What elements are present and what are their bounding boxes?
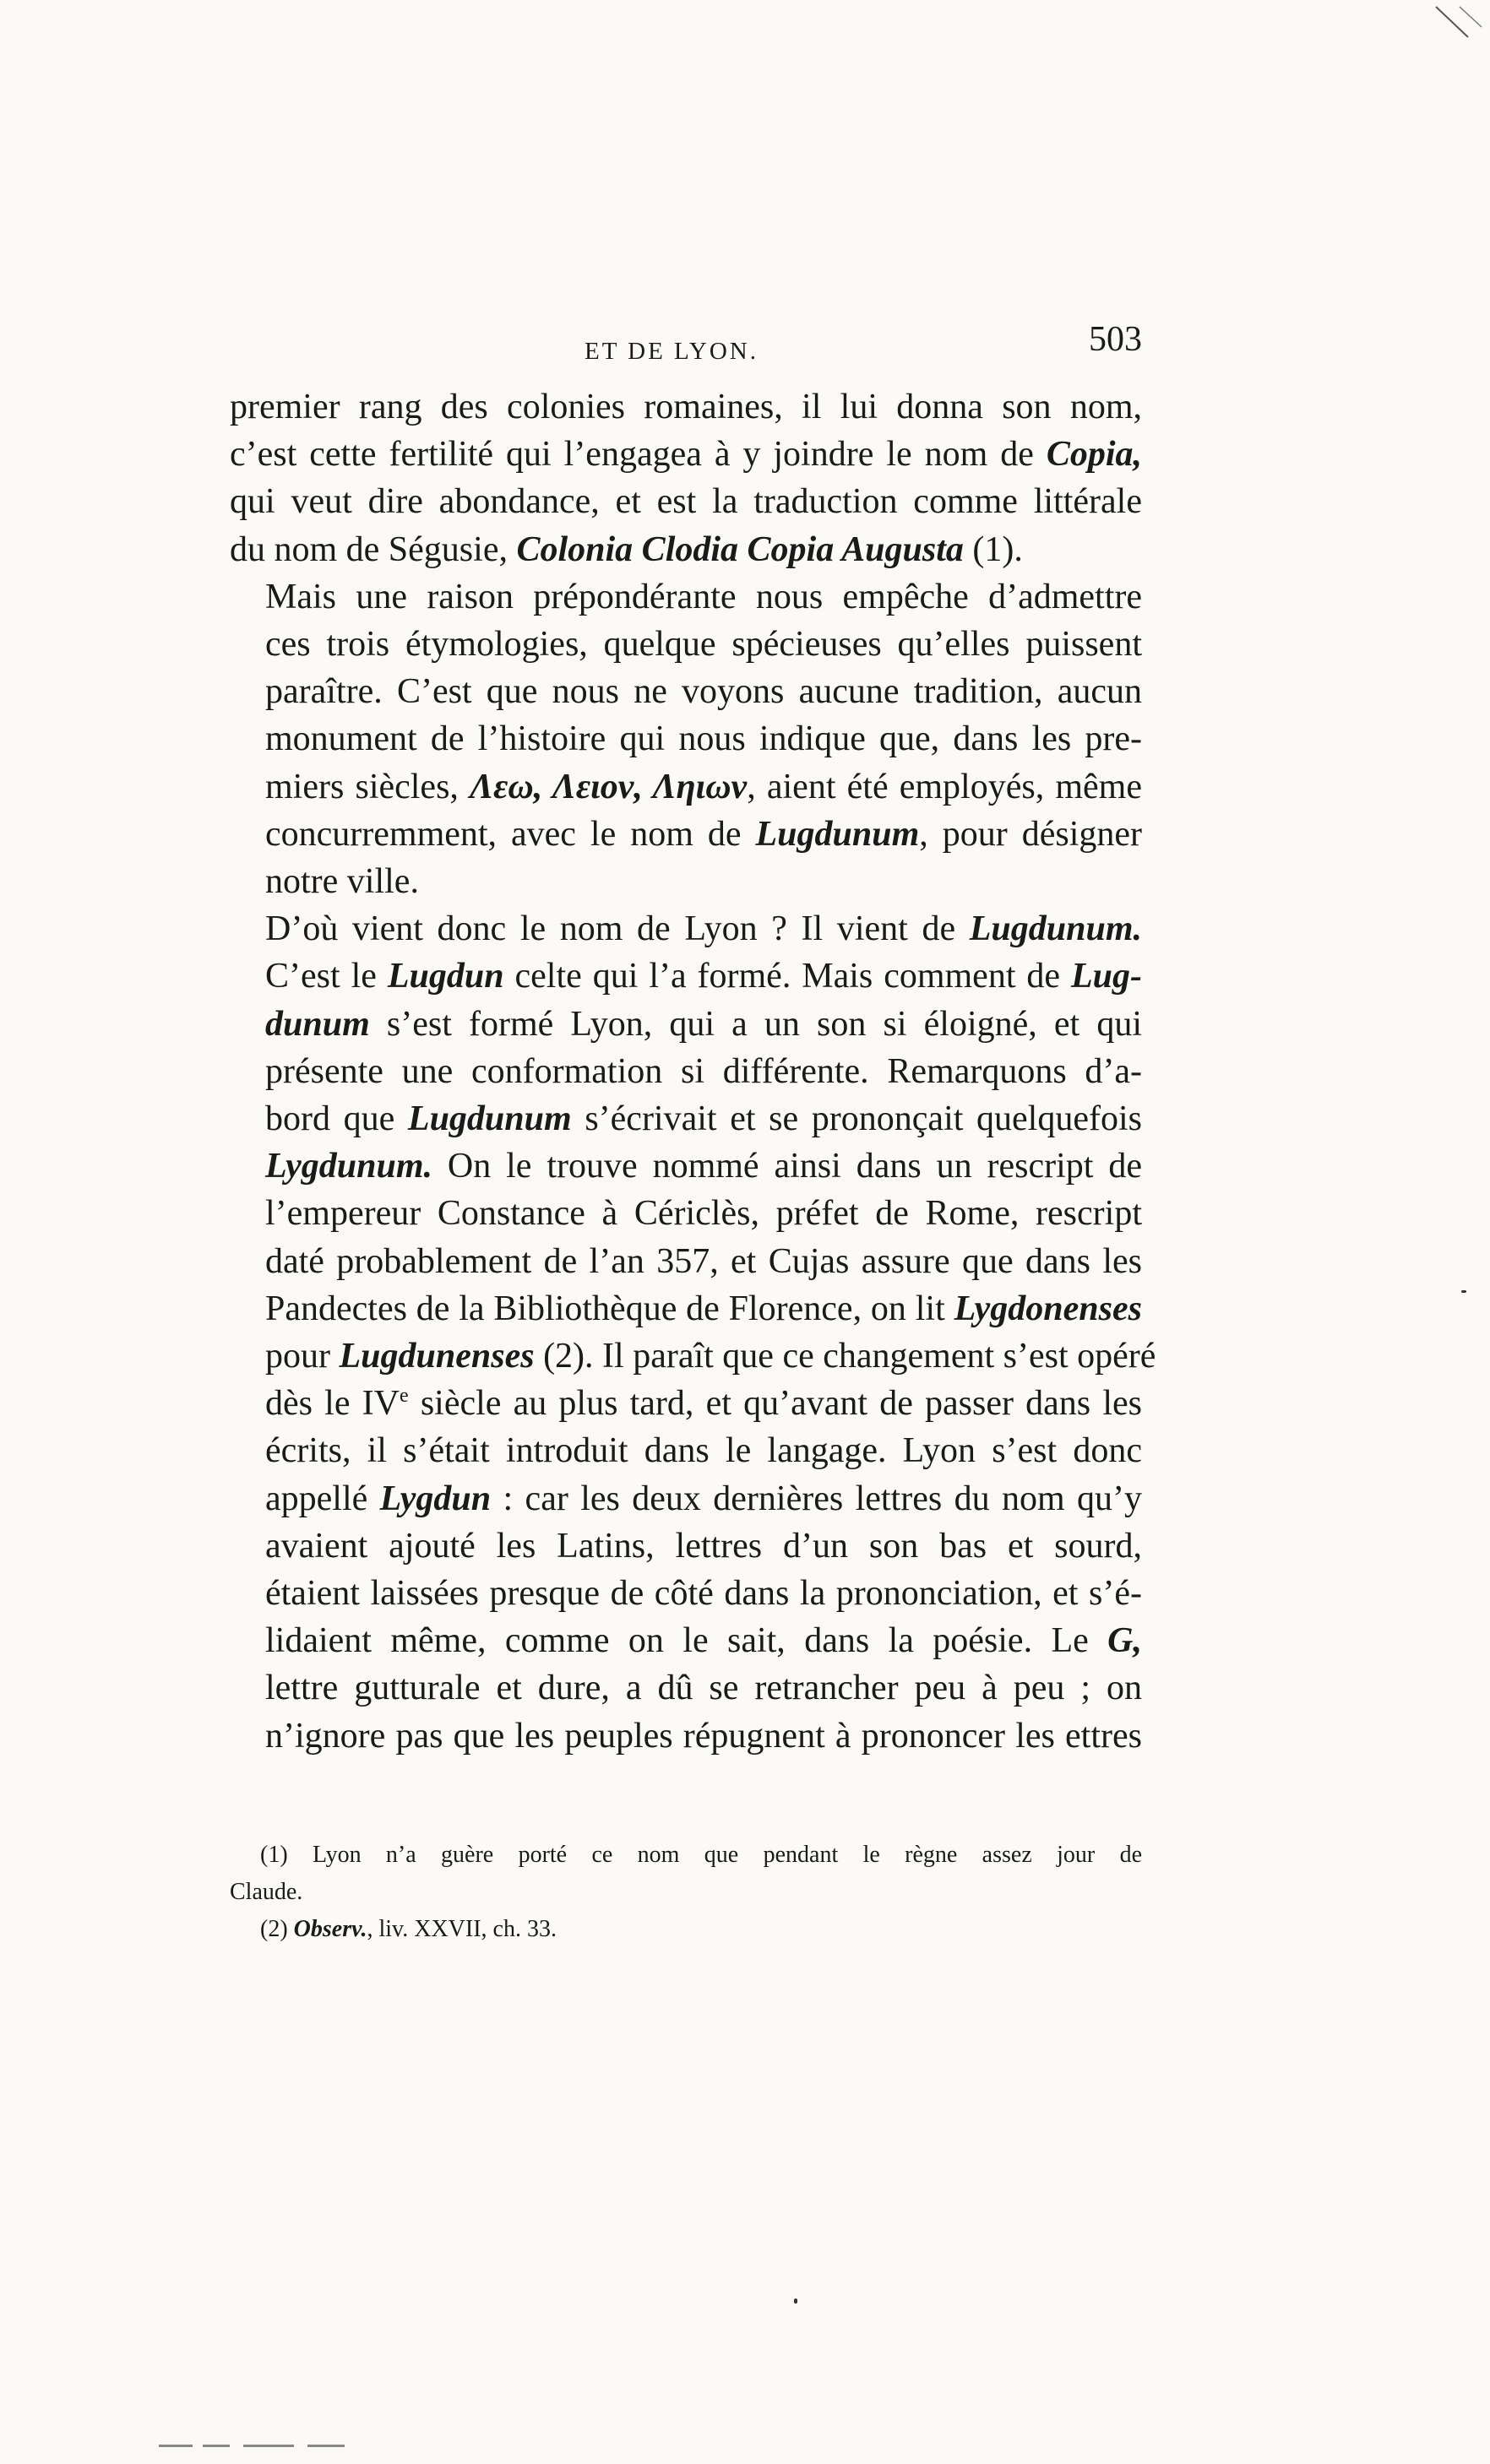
scan-edge-marks: [159, 2443, 378, 2450]
footnote-marker: (2): [260, 1916, 288, 1942]
footnotes: [230, 1837, 1142, 1948]
text-line: avaient ajouté les Latins, lettres d’un son bas et sourd,: [265, 1526, 1142, 1566]
page-header: [230, 319, 1142, 387]
text-line: étaient laissées presque de côté dans la prononciation, et s’é-: [265, 1574, 1142, 1614]
text-line: écrits, il s’était introduit dans le langage. Lyon s’est donc: [265, 1431, 1142, 1471]
corner-scan-mark: [1434, 5, 1483, 42]
ink-speck: [1461, 1290, 1466, 1293]
text-line: monument de l’histoire qui nous indique que, dans les pre-: [265, 719, 1142, 759]
footnote-1-continued: Claude.: [230, 1879, 303, 1905]
text-line: n’ignore pas que les peuples répugnent à prononcer les ettres: [265, 1716, 1142, 1756]
body-text: [230, 383, 1156, 1760]
text-line: dès le IVe siècle au plus tard, et qu’avant de passer dans les: [265, 1384, 1142, 1424]
text-line: lettre gutturale et dure, a dû se retrancher peu à peu ; on: [265, 1669, 1142, 1708]
text-line: concurremment, avec le nom de Lugdunum, pour désigner: [265, 814, 1142, 854]
page-number: 503: [1089, 320, 1142, 359]
running-head: ET DE LYON.: [585, 338, 759, 365]
text-line: Pandectes de la Bibliothèque de Florence, on lit Lygdonenses: [265, 1289, 1142, 1328]
paragraph-3: [230, 905, 1156, 1760]
text-line: dunum s’est formé Lyon, qui a un son si éloigné, et qui: [265, 1004, 1142, 1044]
text-line: premier rang des colonies romaines, il lui donna son nom,: [230, 388, 1142, 426]
text-line: daté probablement de l’an 357, et Cujas assure que dans les: [265, 1241, 1142, 1281]
text-line: ces trois étymologies, quelque spécieuses qu’elles puissent: [265, 625, 1142, 665]
text-line: pour Lugdunenses (2). Il paraît que ce changement s’est opéré: [265, 1337, 1156, 1376]
paragraph-2: [230, 573, 1142, 905]
footnote-2: (2) Observ., liv. XXVII, ch. 33.: [260, 1916, 557, 1942]
text-line: Mais une raison prépondérante nous empêche d’admettre: [265, 577, 1142, 616]
text-line: paraître. C’est que nous ne voyons aucune tradition, aucun: [265, 672, 1142, 712]
ink-speck: [794, 2298, 797, 2304]
text-line: notre ville.: [265, 862, 419, 902]
text-line: Lygdunum. On le trouve nommé ainsi dans un rescript de: [265, 1147, 1142, 1186]
text-line: C’est le Lugdun celte qui l’a formé. Mais comment de Lug-: [265, 957, 1142, 996]
footnote-1: (1) Lyon n’a guère porté ce nom que pendant le règne assez jour de: [260, 1842, 1142, 1868]
text-line: présente une conformation si différente. Remarquons d’a-: [265, 1051, 1142, 1091]
paragraph-1: [230, 383, 1142, 573]
text-line: miers siècles, Λεω, Λειον, Ληιων, aient été employés, même: [265, 767, 1142, 806]
text-line: bord que Lugdunum s’écrivait et se prononçait quelquefois: [265, 1099, 1142, 1139]
text-line: du nom de Ségusie, Colonia Clodia Copia Augusta (1).: [230, 529, 1023, 569]
text-line: qui veut dire abondance, et est la traduction comme littérale: [230, 482, 1142, 522]
text-line: lidaient même, comme on le sait, dans la poésie. Le G,: [265, 1621, 1142, 1661]
text-line: D’où vient donc le nom de Lyon ? Il vient de Lugdunum.: [265, 909, 1142, 949]
text-line: appellé Lygdun : car les deux dernières lettres du nom qu’y: [265, 1479, 1142, 1518]
text-line: l’empereur Constance à Cériclès, préfet de Rome, rescript: [265, 1194, 1142, 1234]
text-line: c’est cette fertilité qui l’engagea à y joindre le nom de Copia,: [230, 435, 1142, 475]
footnote-marker: (1): [260, 1842, 288, 1868]
